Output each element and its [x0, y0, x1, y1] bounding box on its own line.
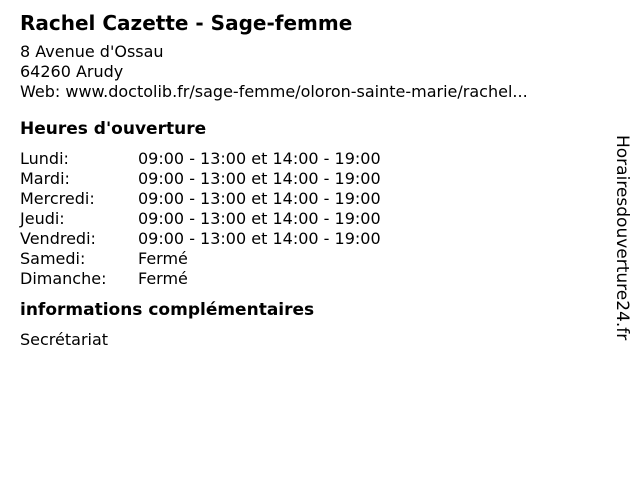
- site-watermark: Horairesdouverture24.fr: [612, 135, 632, 341]
- hours-day: Mercredi:: [20, 189, 95, 208]
- hours-time: 09:00 - 13:00 et 14:00 - 19:00: [138, 229, 381, 248]
- hours-day: Mardi:: [20, 169, 70, 188]
- address-city: 64260 Arudy: [20, 62, 124, 81]
- additional-info-heading: informations complémentaires: [20, 300, 315, 320]
- hours-time: 09:00 - 13:00 et 14:00 - 19:00: [138, 189, 381, 208]
- opening-hours-heading: Heures d'ouverture: [20, 119, 207, 139]
- address-street: 8 Avenue d'Ossau: [20, 42, 164, 61]
- hours-day: Dimanche:: [20, 269, 107, 288]
- hours-day: Jeudi:: [20, 209, 65, 228]
- hours-day: Vendredi:: [20, 229, 96, 248]
- hours-time: Fermé: [138, 249, 188, 268]
- hours-time: 09:00 - 13:00 et 14:00 - 19:00: [138, 149, 381, 168]
- hours-row-monday: [20, 149, 600, 169]
- hours-row-saturday: [20, 249, 600, 269]
- hours-row-tuesday: [20, 169, 600, 189]
- hours-day: Lundi:: [20, 149, 69, 168]
- hours-time: 09:00 - 13:00 et 14:00 - 19:00: [138, 169, 381, 188]
- hours-row-sunday: [20, 269, 600, 289]
- additional-info-text: Secrétariat: [20, 330, 109, 349]
- hours-row-thursday: [20, 209, 600, 229]
- hours-row-wednesday: [20, 189, 600, 209]
- hours-day: Samedi:: [20, 249, 86, 268]
- hours-time: Fermé: [138, 269, 188, 288]
- hours-row-friday: [20, 229, 600, 249]
- website-link[interactable]: Web: www.doctolib.fr/sage-femme/oloron-sainte-marie/rachel...: [20, 82, 528, 101]
- hours-time: 09:00 - 13:00 et 14:00 - 19:00: [138, 209, 381, 228]
- opening-hours-table: [20, 149, 600, 289]
- listing-title: Rachel Cazette - Sage-femme: [20, 11, 353, 35]
- listing-card: [20, 10, 600, 350]
